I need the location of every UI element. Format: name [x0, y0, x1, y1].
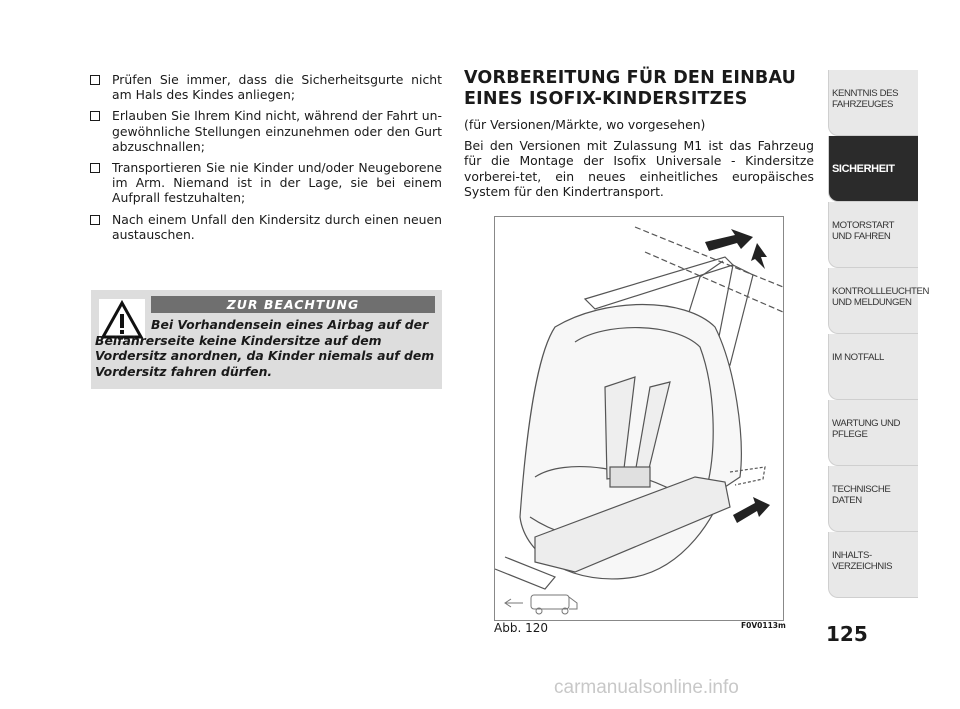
watermark: carmanualsonline.info	[554, 677, 739, 698]
left-column	[90, 72, 442, 248]
list-item: Erlauben Sie Ihrem Kind nicht, während der Fahrt un-gewöhnliche Stellungen einzunehmen oder den Gurt abzuschnallen;	[90, 108, 442, 154]
tab-motorstart[interactable]: MOTORSTART UND FAHREN	[828, 202, 918, 268]
section-title-line2: EINES ISOFIX-KINDERSITZES	[464, 89, 748, 109]
isofix-seat-drawing	[495, 217, 783, 620]
checkbox-bullet-icon	[90, 111, 100, 121]
warning-box	[91, 290, 442, 389]
tab-kontrollleuchten[interactable]: KONTROLLLEUCHTEN UND MELDUNGEN	[828, 268, 918, 334]
section-title-line1: VORBEREITUNG FÜR DEN EINBAU	[464, 68, 797, 88]
figure-caption: Abb. 120	[494, 621, 548, 635]
list-item: Nach einem Unfall den Kindersitz durch einen neuen austauschen.	[90, 212, 442, 242]
warning-heading: ZUR BEACHTUNG	[151, 296, 435, 313]
chapter-tabs	[828, 70, 930, 598]
tab-notfall[interactable]: IM NOTFALL	[828, 334, 918, 400]
warning-text: Bei Vorhandensein eines Airbag auf der Beifahrerseite keine Kindersitze auf dem Vordersitz anordnen, da Kinder niemals auf dem Vordersitz fahren dürfen.	[95, 317, 435, 379]
page-number: 125	[826, 622, 868, 646]
list-item: Transportieren Sie nie Kinder und/oder Neugeborene im Arm. Niemand ist in der Lage, sie bei einem Aufprall festzuhalten;	[90, 160, 442, 206]
figure-code: F0V0113m	[741, 621, 786, 630]
section-title	[464, 68, 814, 110]
section-body: Bei den Versionen mit Zulassung M1 ist das Fahrzeug für die Montage der Isofix Universale - Kindersitze vorberei-tet, ein neues einheitliches europäisches System für den Kindertransport.	[464, 138, 814, 200]
child-seat-illustration	[494, 216, 784, 621]
tab-sicherheit[interactable]: SICHERHEIT	[828, 136, 918, 202]
tab-wartung[interactable]: WARTUNG UND PFLEGE	[828, 400, 918, 466]
tab-technische-daten[interactable]: TECHNISCHE DATEN	[828, 466, 918, 532]
checkbox-bullet-icon	[90, 163, 100, 173]
tab-kenntnis[interactable]: KENNTNIS DES FAHRZEUGES	[828, 70, 918, 136]
section-subtitle: (für Versionen/Märkte, wo vorgesehen)	[464, 117, 706, 132]
list-item: Prüfen Sie immer, dass die Sicherheitsgurte nicht am Hals des Kindes anliegen;	[90, 72, 442, 102]
checkbox-bullet-icon	[90, 75, 100, 85]
right-column	[464, 68, 814, 200]
tab-inhaltsverzeichnis[interactable]: INHALTS-VERZEICHNIS	[828, 532, 918, 598]
bullet-list	[90, 72, 442, 242]
checkbox-bullet-icon	[90, 215, 100, 225]
